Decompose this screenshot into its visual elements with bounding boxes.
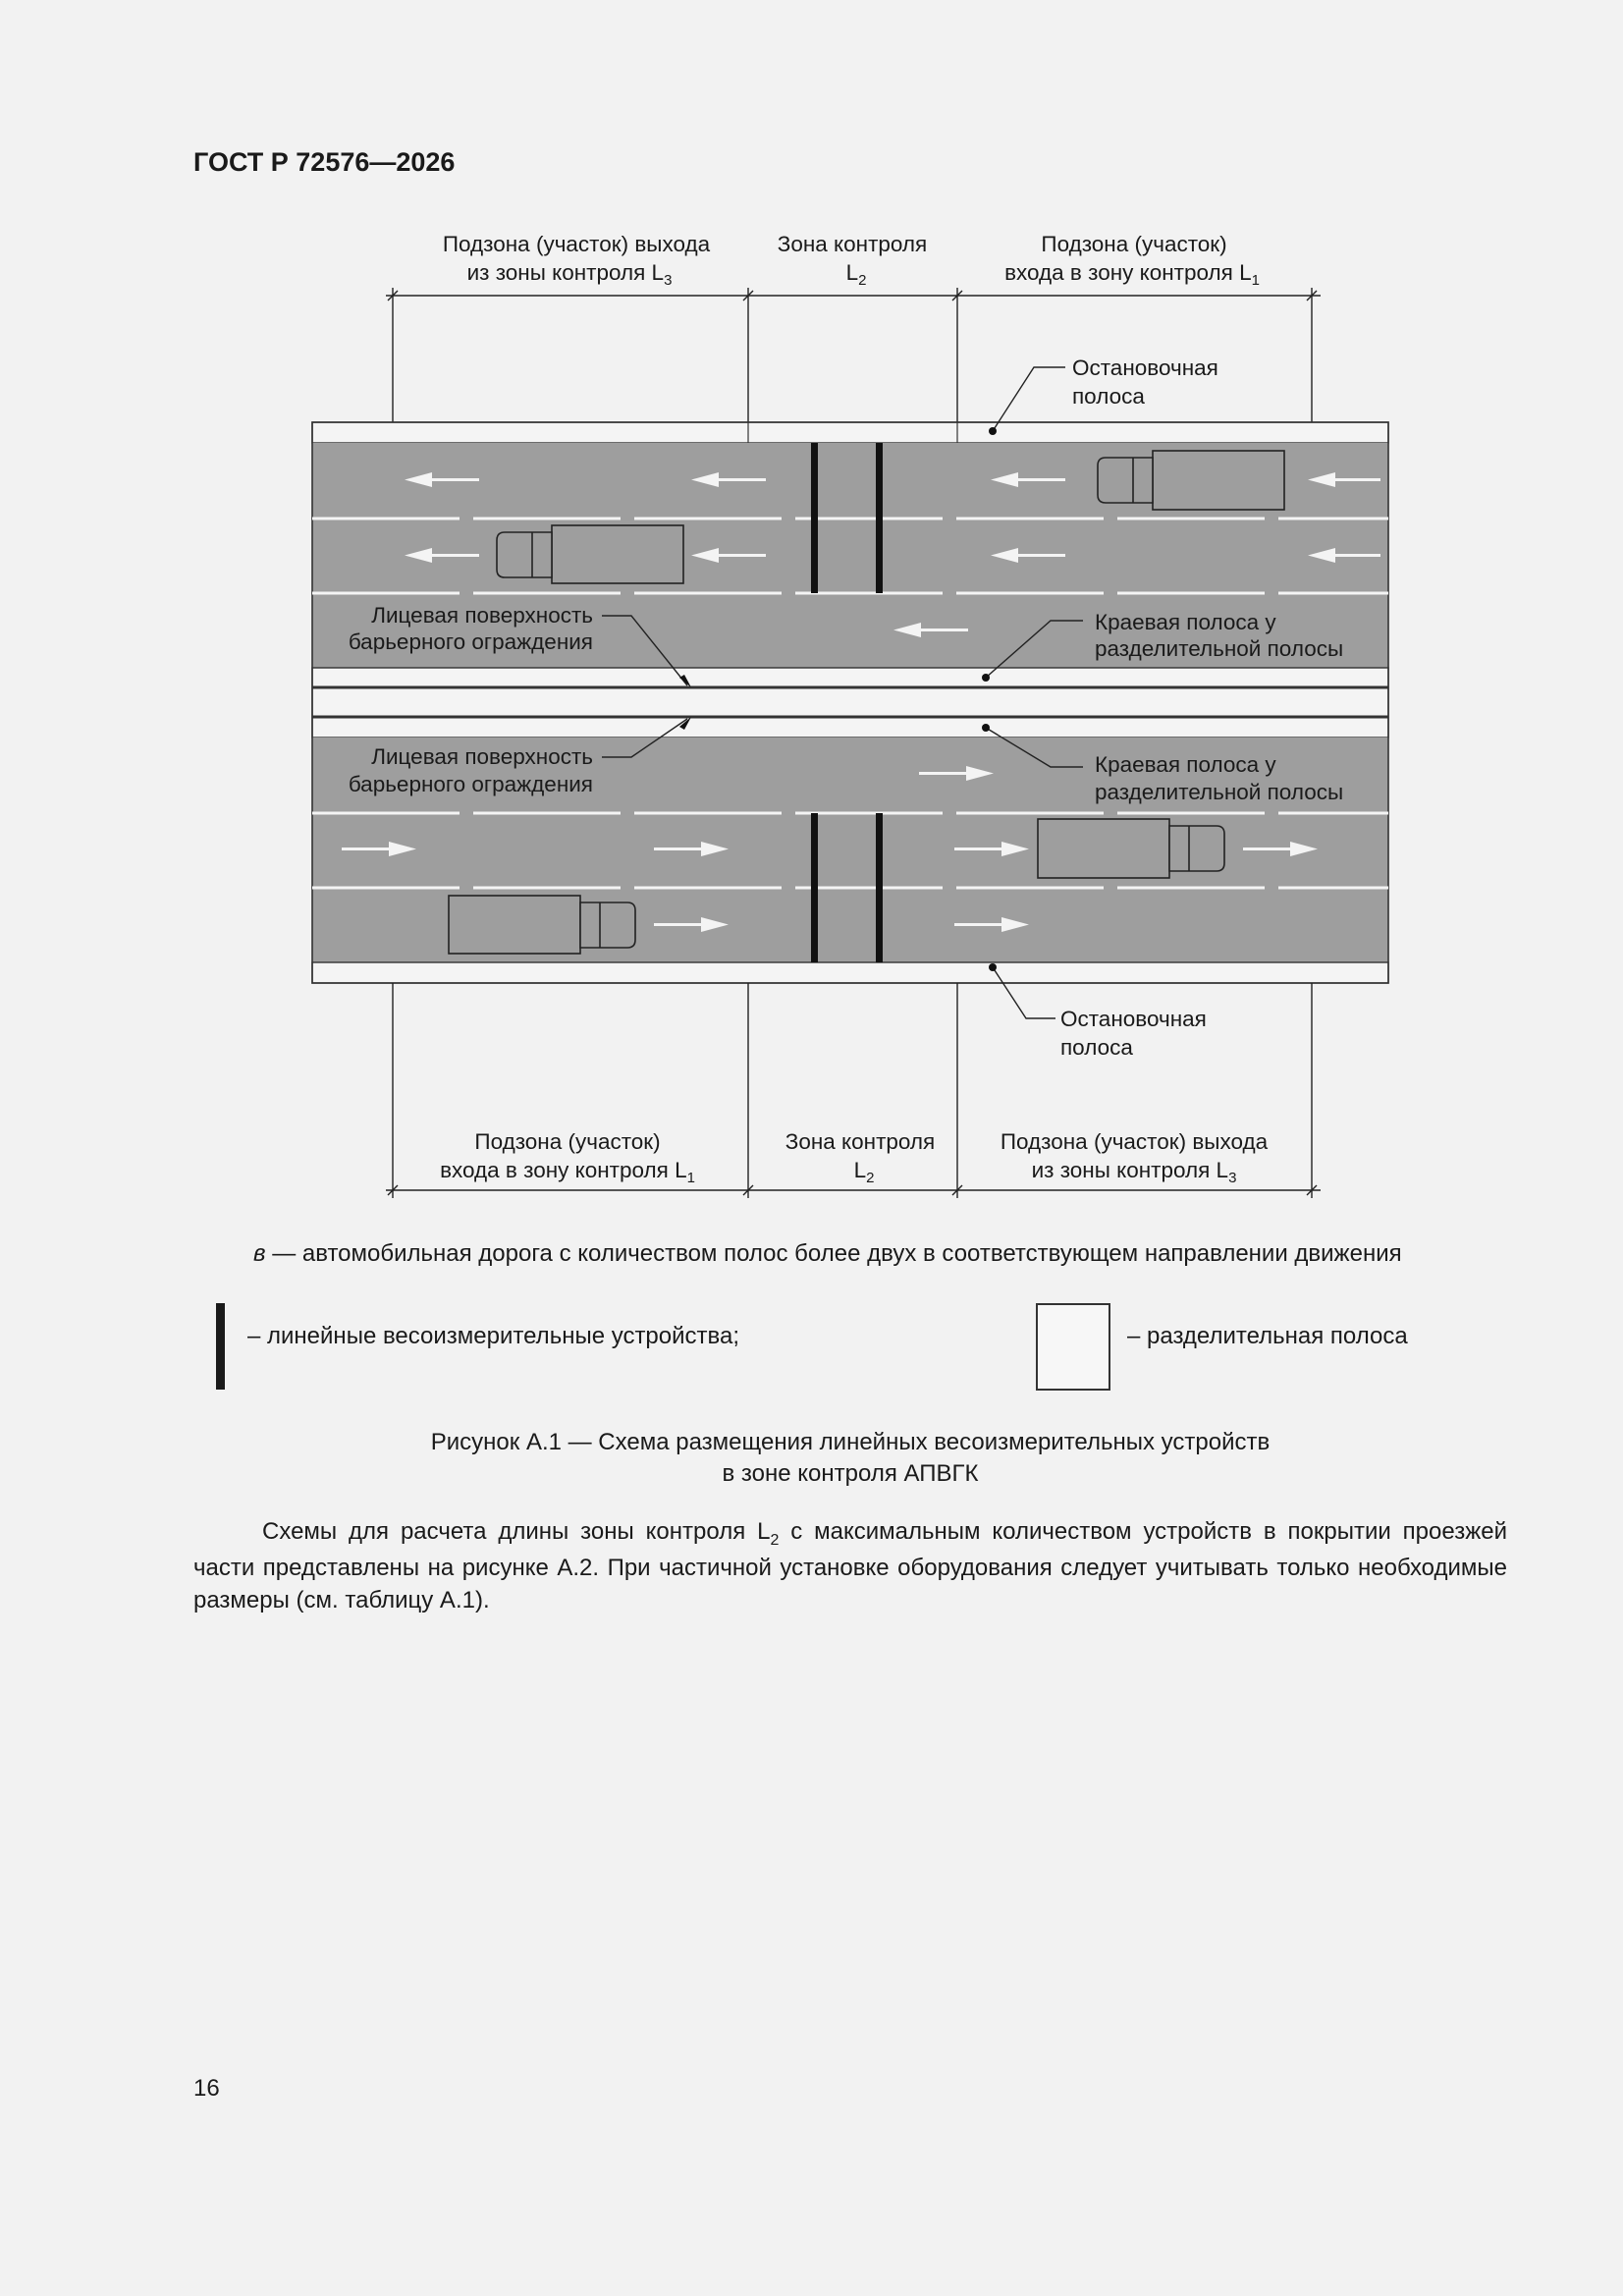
barrier-top-label: Лицевая поверхность: [371, 603, 593, 628]
variant-caption-text: — автомобильная дорога с количеством полос более двух в соответствующем направлении движения: [265, 1240, 1402, 1267]
figure-variant-caption: [253, 1240, 1402, 1268]
divider-legend-text: – разделительная полоса: [1127, 1323, 1408, 1349]
top-entry-zone-label-2: входа в зону контроля $L_1$: [1004, 260, 1260, 289]
edge-lane-bottom-label-2: разделительной полосы: [1095, 780, 1344, 804]
figure-title-line-2: в зоне контроля АПВГК: [722, 1460, 979, 1488]
stop-lane-top-label: Остановочная: [1072, 355, 1218, 380]
weigh-sensor-upper-2: [876, 443, 883, 593]
stop-lane-bottom-label-2: полоса: [1060, 1035, 1133, 1060]
body-paragraph: [193, 1515, 1507, 1616]
truck-icon: [497, 525, 683, 583]
barrier-bottom-label-2: барьерного ограждения: [348, 772, 593, 796]
top-entry-zone-label: Подзона (участок): [1041, 232, 1227, 256]
truck-icon: [1038, 819, 1224, 878]
bottom-exit-zone-label: Подзона (участок) выхода: [1000, 1129, 1269, 1154]
truck-icon: [449, 896, 635, 954]
bottom-exit-zone-label-2: из зоны контроля $L_3$: [1031, 1158, 1237, 1186]
stop-lane-top-label-2: полоса: [1072, 384, 1145, 409]
bottom-control-zone-label-2: $L_2$: [853, 1158, 875, 1186]
figure-title: [320, 1427, 1380, 1491]
barrier-bottom-label: Лицевая поверхность: [371, 744, 593, 769]
bottom-entry-zone-label-2: входа в зону контроля $L_1$: [440, 1158, 695, 1186]
barrier-top-label-2: барьерного ограждения: [348, 629, 593, 654]
top-exit-zone-label: Подзона (участок) выхода: [442, 232, 711, 256]
edge-lane-top-label-2: разделительной полосы: [1095, 636, 1344, 661]
page-number: 16: [193, 2075, 220, 2102]
body-subscript: 2: [770, 1531, 780, 1549]
body-text-part-2: с максимальным количеством устройств в покрытии проезжей части представлены на рисунке А.2. При частичной установке оборудования следует учитывать только необходимые размеры (см. таблицу А.1).: [193, 1518, 1508, 1613]
weigh-device-legend-text: – линейные весоизмерительные устройства;: [247, 1323, 740, 1349]
edge-lane-bottom-label: Краевая полоса у: [1095, 752, 1276, 777]
figure-title-line-1: Рисунок А.1 — Схема размещения линейных весоизмерительных устройств: [430, 1429, 1271, 1455]
weigh-sensor-lower-2: [876, 813, 883, 962]
top-control-zone-label: Зона контроля: [777, 232, 928, 256]
top-exit-zone-label-2: из зоны контроля $L_3$: [466, 260, 673, 289]
weigh-sensor-upper-1: [811, 443, 818, 593]
truck-icon: [1098, 451, 1284, 510]
top-control-zone-label-2: $L_2$: [845, 260, 867, 289]
bottom-entry-zone-label: Подзона (участок): [474, 1129, 661, 1154]
weigh-sensor-lower-1: [811, 813, 818, 962]
stop-lane-bottom-label: Остановочная: [1060, 1007, 1207, 1031]
variant-letter: в: [253, 1240, 266, 1267]
standard-header: ГОСТ Р 72576—2026: [193, 147, 456, 177]
body-text-part-1: Схемы для расчета длины зоны контроля L: [262, 1518, 771, 1545]
weigh-device-legend-symbol: [216, 1303, 225, 1390]
divider-legend-symbol: [1036, 1303, 1110, 1391]
edge-lane-top-label: Краевая полоса у: [1095, 610, 1276, 634]
bottom-control-zone-label: Зона контроля: [784, 1129, 936, 1154]
